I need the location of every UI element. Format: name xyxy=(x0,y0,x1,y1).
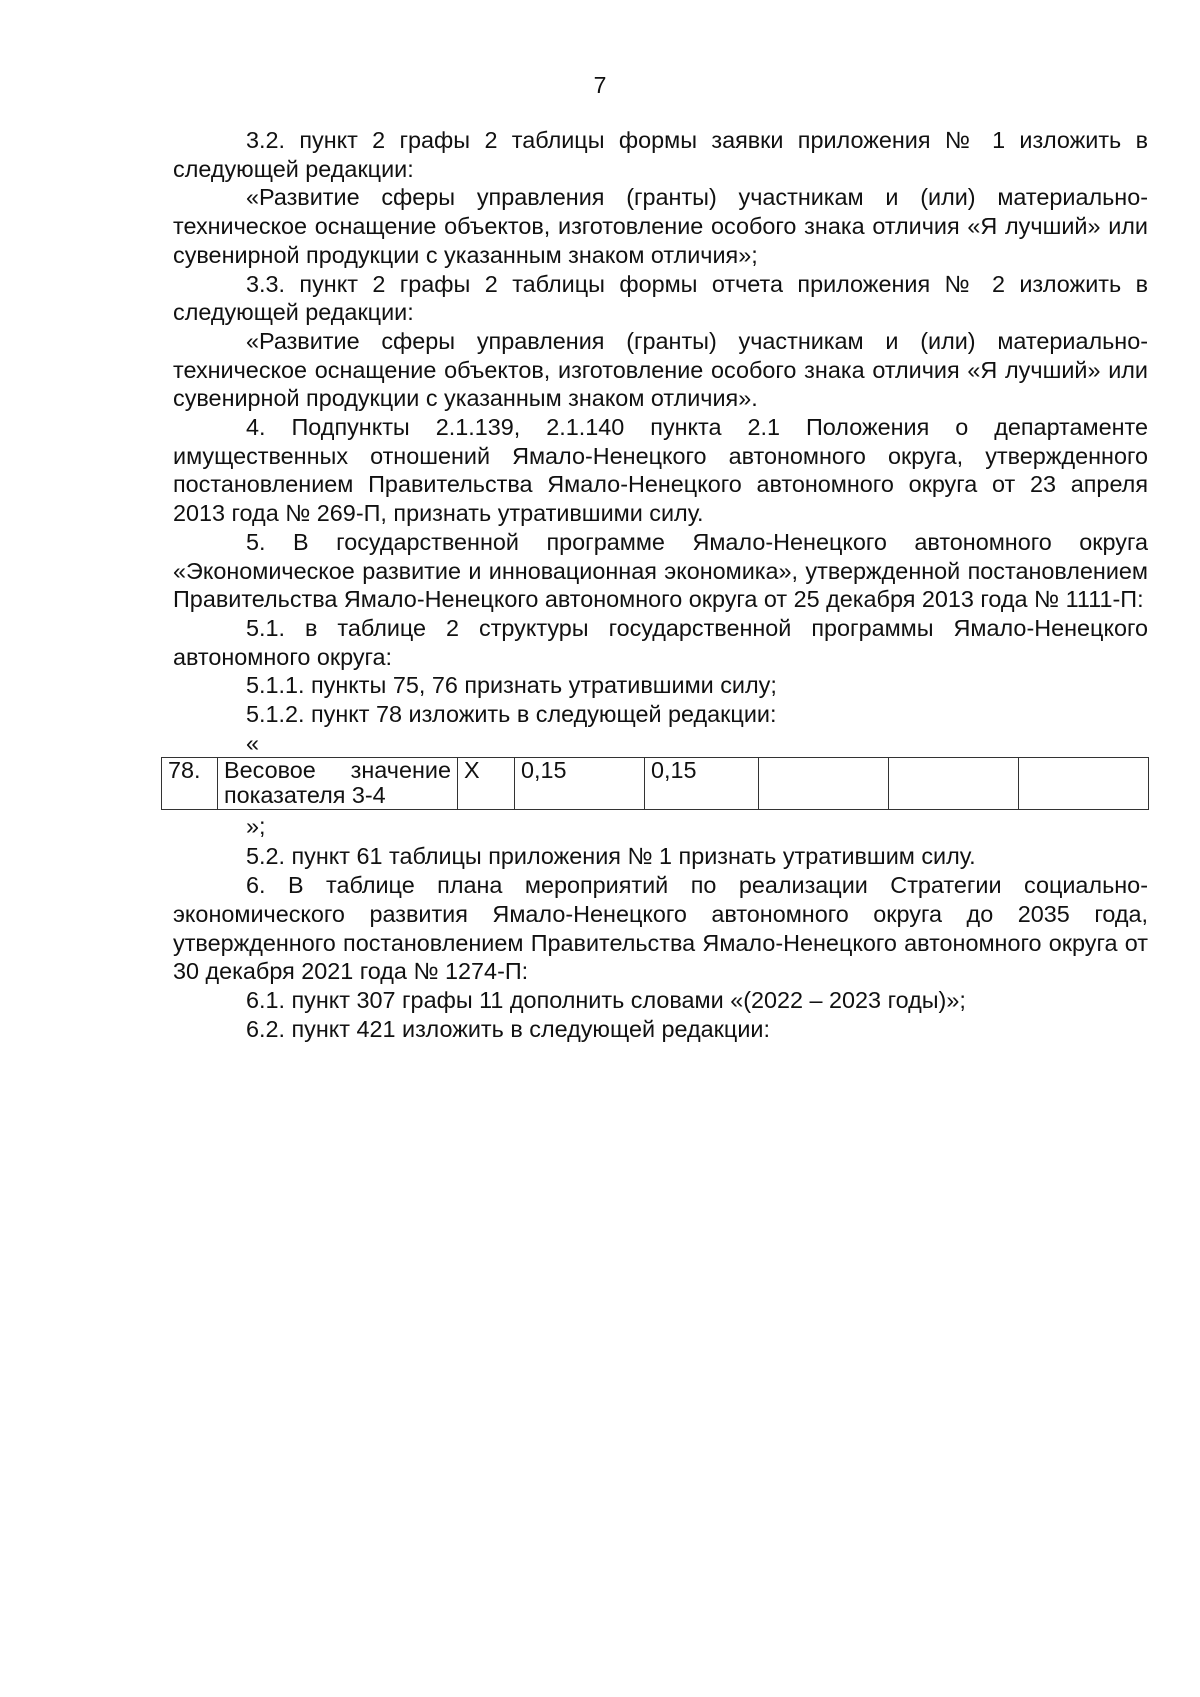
table-cell-value-3 xyxy=(759,758,889,810)
table-cell-name: Весовое значение показателя 3-4 xyxy=(218,758,458,810)
table-cell-number: 78. xyxy=(162,758,218,810)
amended-table xyxy=(161,757,1149,810)
paragraph-3-2: 3.2. пункт 2 графы 2 таблицы формы заявки приложения № 1 изложить в следующей редакции: xyxy=(173,127,1148,182)
table-cell-unit: Х xyxy=(458,758,515,810)
paragraph-3-2-quote: «Развитие сферы управления (гранты) участникам и (или) материально-техническое оснащение объектов, изготовление особого знака отличия «Я лучший» или сувенирной продукции с указанным знаком отличия»; xyxy=(173,184,1148,268)
paragraph-5-1-2: 5.1.2. пункт 78 изложить в следующей редакции: xyxy=(246,701,777,728)
paragraph-6-2: 6.2. пункт 421 изложить в следующей редакции: xyxy=(246,1015,770,1042)
document-body xyxy=(168,126,1148,1043)
paragraph-6: 6. В таблице плана мероприятий по реализации Стратегии социально-экономического развития Ямало-Ненецкого автономного округа до 2035 года, утвержденного постановлением Правительства Ямало-Ненецкого автономного округа от 30 декабря 2021 года № 1274-П: xyxy=(173,872,1148,985)
opening-quote-mark: « xyxy=(246,729,260,756)
paragraph-3-3: 3.3. пункт 2 графы 2 таблицы формы отчета приложения № 2 изложить в следующей редакции: xyxy=(173,270,1148,326)
paragraph-5-1-1: 5.1.1. пункты 75, 76 признать утратившими силу; xyxy=(246,672,777,699)
table-cell-value-5 xyxy=(1019,758,1149,810)
paragraph-5-2: 5.2. пункт 61 таблицы приложения № 1 признать утратившим силу. xyxy=(246,843,976,870)
paragraph-4: 4. Подпункты 2.1.139, 2.1.140 пункта 2.1 Положения о департаменте имущественных отношений Ямало-Ненецкого автономного округа, утвержденного постановлением Правительства Ямало-Ненецкого автономного округа от 23 апреля 2013 года № 269-П, признать утратившими силу. xyxy=(173,414,1148,527)
table-cell-value-2: 0,15 xyxy=(645,758,759,810)
paragraph-5-1: 5.1. в таблице 2 структуры государственной программы Ямало-Ненецкого автономного округа: xyxy=(173,614,1148,670)
table-row xyxy=(162,758,1149,810)
closing-quote-mark: »; xyxy=(246,813,266,840)
paragraph-6-1: 6.1. пункт 307 графы 11 дополнить словами «(2022 – 2023 годы)»; xyxy=(246,986,966,1013)
table-cell-value-4 xyxy=(889,758,1019,810)
paragraph-3-3-quote: «Развитие сферы управления (гранты) участникам и (или) материально-техническое оснащение объектов, изготовление особого знака отличия «Я лучший» или сувенирной продукции с указанным знаком отличия». xyxy=(173,327,1148,412)
page-number: 7 xyxy=(593,72,607,98)
table-cell-value-1: 0,15 xyxy=(515,758,645,810)
paragraph-5: 5. В государственной программе Ямало-Ненецкого автономного округа «Экономическое развитие и инновационная экономика», утвержденной постановлением Правительства Ямало-Ненецкого автономного округа от 25 декабря 2013 года № 1111-П: xyxy=(173,528,1148,613)
